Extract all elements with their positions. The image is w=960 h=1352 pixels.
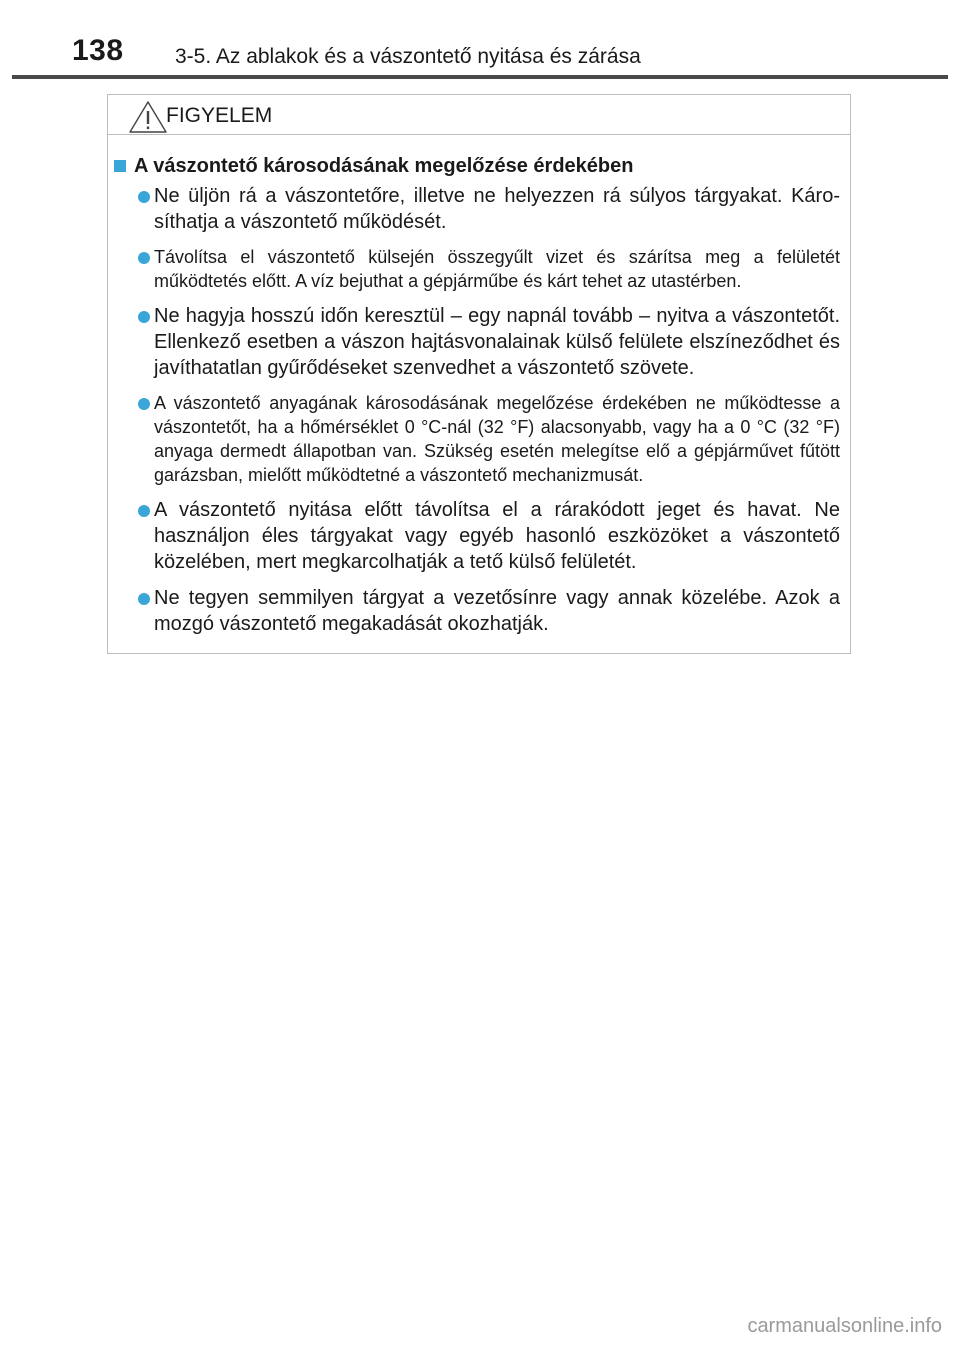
warning-triangle-icon [128, 100, 168, 134]
round-bullet-icon [138, 398, 150, 410]
page-number: 138 [72, 34, 124, 67]
list-item-text: Távolítsa el vászontető külsején összegyűlt vizet és szárítsa meg a felületét működtetés előtt. A víz bejuthat a gépjárműbe és kárt tehet az utastérben. [154, 247, 840, 291]
round-bullet-icon [138, 505, 150, 517]
watermark-text: carmanualsonline.info [747, 1315, 942, 1337]
warning-subheading [108, 153, 840, 179]
warning-body [108, 135, 850, 637]
list-item-text: Ne hagyja hosszú időn keresztül – egy napnál tovább – nyitva a vászontetőt. Ellenkező esetben a vászon hajtásvonalainak külső felülete elszíneződhet és javíthatatlan gyűrődéseket szenvedhet a vászontető szövete. [154, 305, 840, 379]
warning-list [108, 183, 840, 637]
warning-box [107, 94, 851, 654]
subheading-text: A vászontető károsodásának megelőzése érdekében [134, 155, 634, 177]
list-item [108, 497, 840, 575]
list-item [108, 245, 840, 293]
round-bullet-icon [138, 191, 150, 203]
list-item-text: Ne üljön rá a vászontetőre, illetve ne helyezzen rá súlyos tárgyakat. Károsíthatja a vászontető működését. [154, 185, 840, 233]
warning-label: FIGYELEM [166, 104, 273, 127]
section-title: 3-5. Az ablakok és a vászontető nyitása és zárása [175, 45, 641, 68]
list-item-text: A vászontető anyagának károsodásának megelőzése érdekében ne működtesse a vászontetőt, ha a hőmérséklet 0 °C-nál (32 °F) alacsonyabb, vagy ha a 0 °C (32 °F) anyaga dermedt állapotban van. Szükség esetén melegítse elő a gépjárművet fűtött garázsban, mielőtt működtetné a vászontető mechanizmusát. [154, 393, 840, 485]
round-bullet-icon [138, 593, 150, 605]
list-item-text: A vászontető nyitása előtt távolítsa el a rárakódott jeget és havat. Ne használjon éles tárgyakat vagy egyéb hasonló eszközöket a vászontető közelében, mert megkarcolhatják a tető külső felületét. [154, 499, 840, 573]
list-item [108, 303, 840, 381]
page-header [0, 0, 960, 80]
list-item [108, 585, 840, 637]
list-item-text: Ne tegyen semmilyen tárgyat a vezetősínre vagy annak közelébe. Azok a mozgó vászontető megakadását okozhatják. [154, 587, 840, 635]
round-bullet-icon [138, 311, 150, 323]
square-bullet-icon [114, 160, 126, 172]
warning-header [108, 95, 850, 135]
header-rule [12, 75, 948, 79]
list-item [108, 183, 840, 235]
list-item [108, 391, 840, 487]
round-bullet-icon [138, 252, 150, 264]
